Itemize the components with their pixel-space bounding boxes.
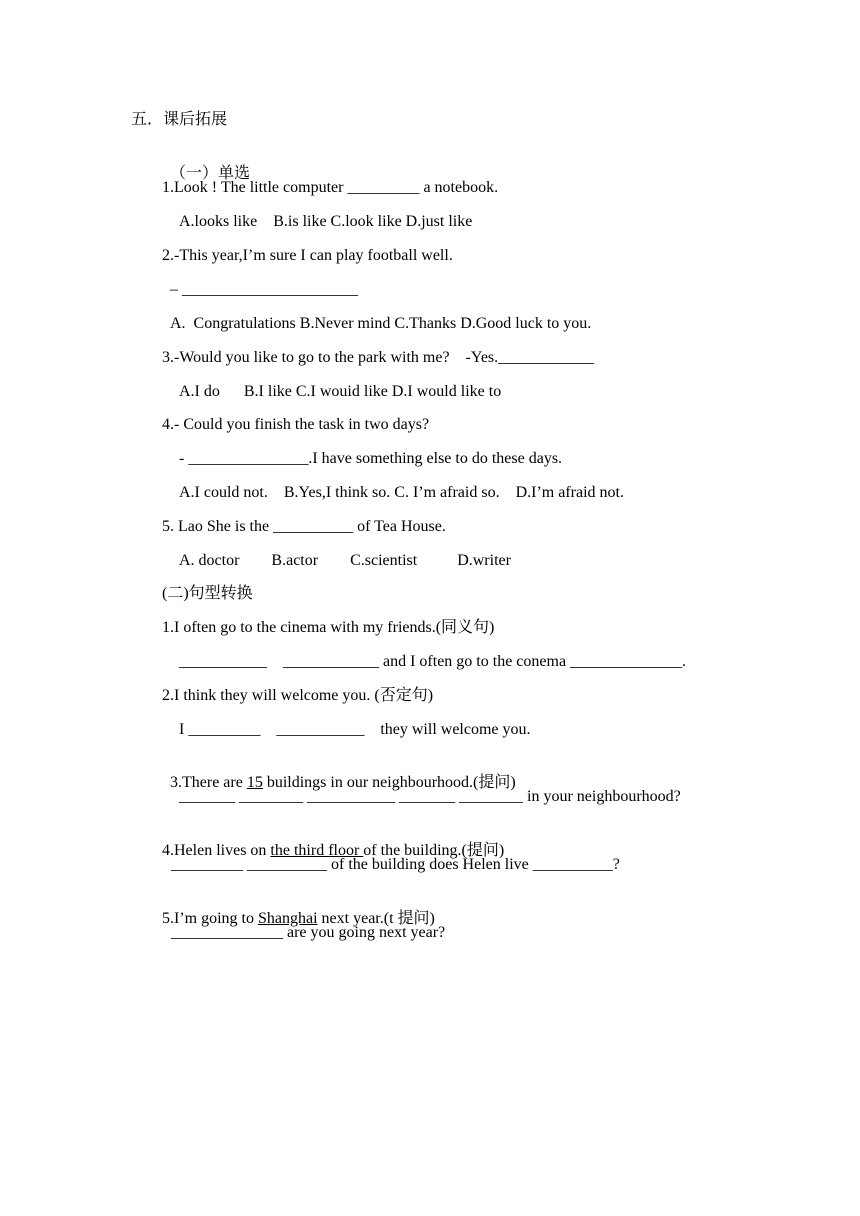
s5-stem-before: 5.I’m going to [162, 910, 258, 927]
s4-stem [154, 821, 505, 859]
s5-stem [154, 889, 435, 927]
s3-blank: _______ ________ ___________ _______ ________ in your neighbourhood? [179, 788, 681, 805]
q5-options: A. doctor B.actor C.scientist D.writer [179, 552, 511, 569]
q1-stem: 1.Look ! The little computer _________ a notebook. [162, 179, 499, 196]
q2-answer-line: – ______________________ [170, 281, 358, 298]
s4-stem-after: of the building.(提问) [363, 842, 505, 859]
s4-stem-before: 4.Helen lives on [162, 842, 271, 859]
s3-stem-after: buildings in our neighbourhood.(提问) [262, 774, 516, 791]
section-title: 五．课后拓展 [131, 111, 228, 128]
s3-stem-underlined: 15 [246, 774, 263, 791]
s3-stem [162, 753, 516, 791]
part2-title: (二)句型转换 [162, 585, 253, 602]
s4-blank: _________ __________ of the building does Helen live __________? [171, 856, 620, 873]
part1-title [162, 144, 251, 182]
s4-stem-underlined: the third floor [270, 842, 364, 859]
q4-stem: 4.- Could you finish the task in two days? [162, 416, 430, 433]
q5-stem: 5. Lao She is the __________ of Tea House. [162, 518, 446, 535]
part1-title-text: （一）单选 [170, 165, 251, 182]
s1-blank: ___________ ____________ and I often go to the conema ______________. [179, 653, 687, 670]
q2-stem: 2.-This year,I’m sure I can play football well. [162, 247, 453, 264]
s5-blank: ______________ are you going next year? [171, 924, 446, 941]
q1-options: A.looks like B.is like C.look like D.just like [179, 213, 473, 230]
s5-stem-underlined: Shanghai [258, 910, 318, 927]
s3-stem-before: 3.There are [170, 774, 247, 791]
s2-stem: 2.I think they will welcome you. (否定句) [162, 687, 434, 704]
s2-blank: I _________ ___________ they will welcome you. [179, 721, 531, 738]
q4-options: A.I could not. B.Yes,I think so. C. I’m afraid so. D.I’m afraid not. [179, 484, 624, 501]
s5-stem-after: next year.(t 提问) [317, 910, 435, 927]
s1-stem: 1.I often go to the cinema with my friends.(同义句) [162, 619, 495, 636]
q3-options: A.I do B.I like C.I wouid like D.I would like to [179, 383, 502, 400]
q4-reply: - _______________.I have something else to do these days. [179, 450, 563, 467]
q2-options: A. Congratulations B.Never mind C.Thanks D.Good luck to you. [170, 315, 592, 332]
q3-stem: 3.-Would you like to go to the park with me? -Yes.____________ [162, 349, 595, 366]
